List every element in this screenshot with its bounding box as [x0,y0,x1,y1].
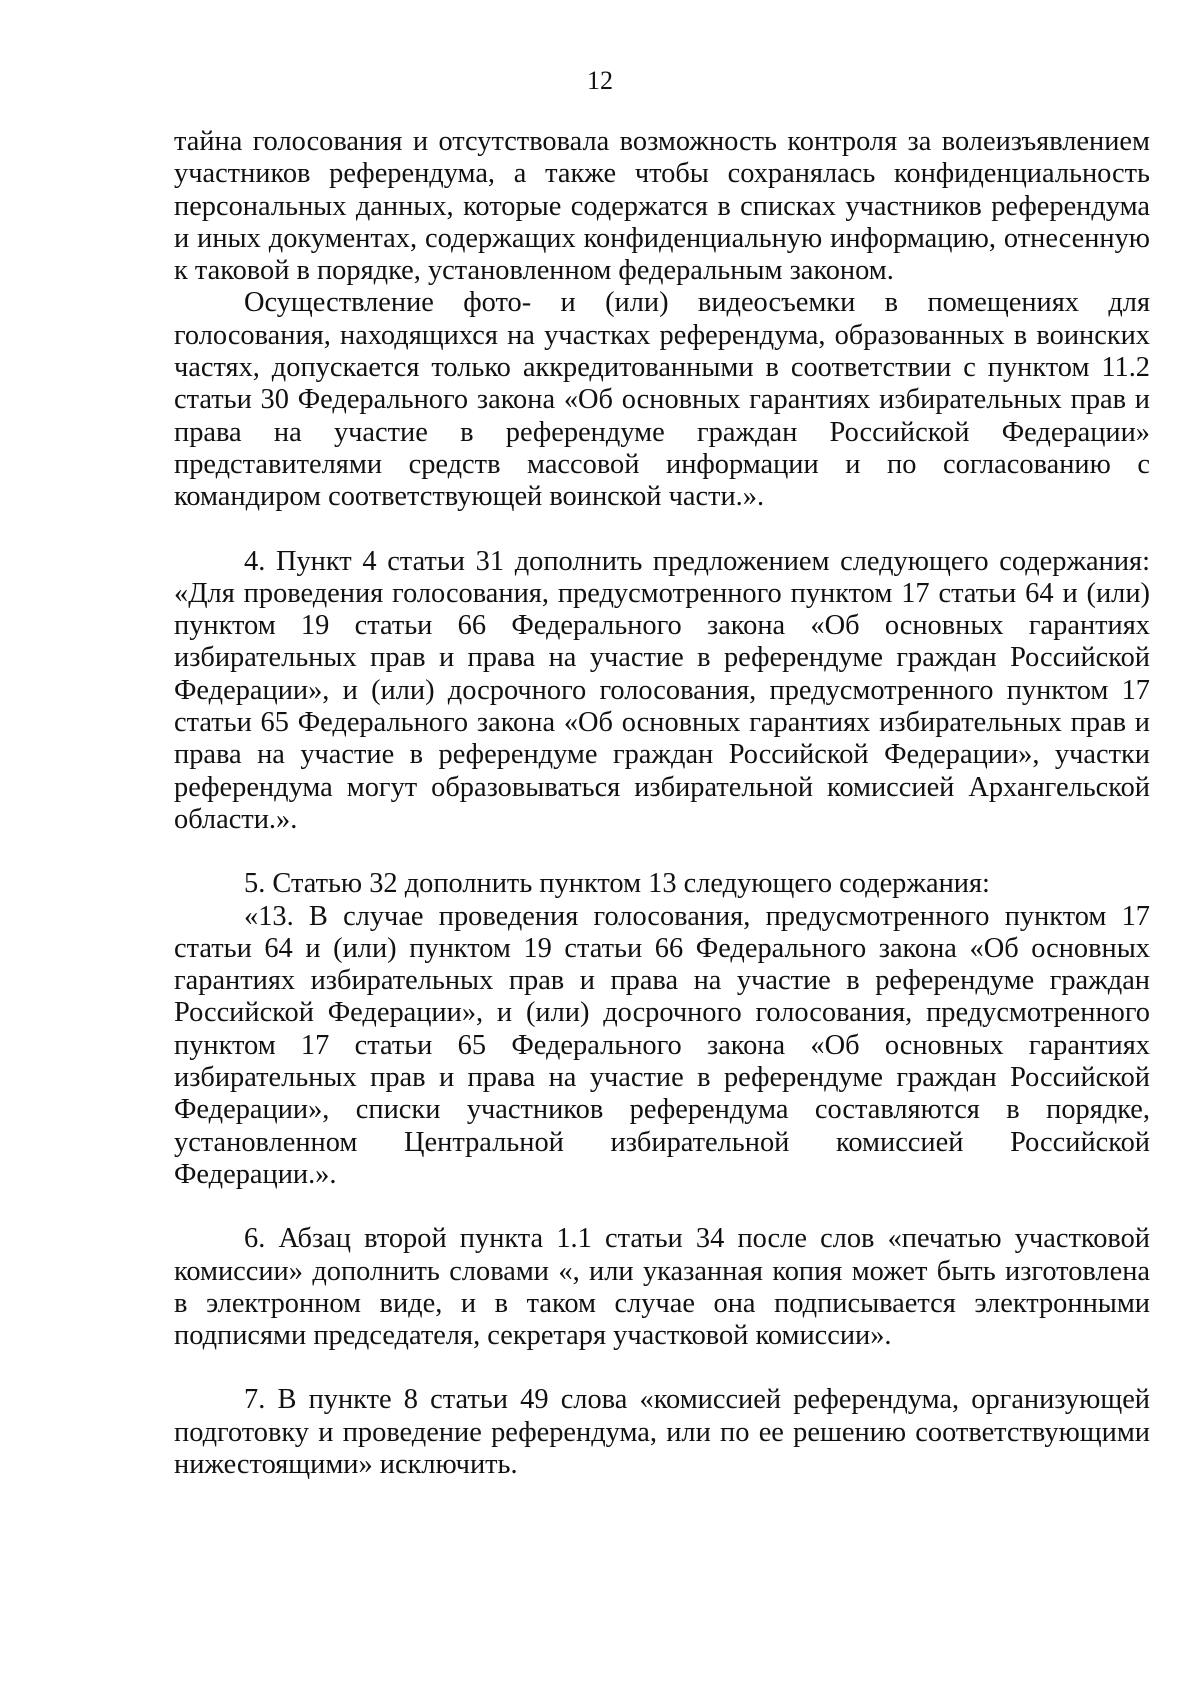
document-body [174,126,1150,1481]
paragraph-item-6: 6. Абзац второй пункта 1.1 статьи 34 после слов «печатью участковой комиссии» дополнить словами «, или указанная копия может быть изготовлена в электронном виде, и в таком случае она подписывается электронными подписями председателя, секретаря участковой комиссии». [174,1223,1150,1352]
paragraph-item-4: 4. Пункт 4 статьи 31 дополнить предложением следующего содержания: «Для проведения голосования, предусмотренного пунктом 17 статьи 64 и (или) пунктом 19 статьи 66 Федерального закона «Об основных гарантиях избирательных прав и права на участие в референдуме граждан Российской Федерации», и (или) досрочного голосования, предусмотренного пунктом 17 статьи 65 Федерального закона «Об основных гарантиях избирательных прав и права на участие в референдуме граждан Российской Федерации», участки референдума могут образовываться избирательной комиссией Архангельской области.». [174,545,1150,835]
paragraph-continuation: тайна голосования и отсутствовала возможность контроля за волеизъявлением участников референдума, а также чтобы сохранялась конфиденциальность персональных данных, которые содержатся в списках участников референдума и иных документах, содержащих конфиденциальную информацию, отнесенную к таковой в порядке, установленном федеральным законом. [174,126,1150,287]
paragraph-item-5-text: «13. В случае проведения голосования, предусмотренного пунктом 17 статьи 64 и (или) пунктом 19 статьи 66 Федерального закона «Об основных гарантиях избирательных прав и права на участие в референдуме граждан Российской Федерации», и (или) досрочного голосования, предусмотренного пунктом 17 статьи 65 Федерального закона «Об основных гарантиях избирательных прав и права на участие в референдуме граждан Российской Федерации», списки участников референдума составляются в порядке, установленном Центральной избирательной комиссией Российской Федерации.». [174,900,1150,1190]
paragraph-item-7: 7. В пункте 8 статьи 49 слова «комиссией референдума, организующей подготовку и проведение референдума, или по ее решению соответствующими нижестоящими» исключить. [174,1384,1150,1480]
paragraph-item-5-intro: 5. Статью 32 дополнить пунктом 13 следующего содержания: [244,868,990,900]
page-number: 12 [587,66,613,95]
paragraph-photo-video: Осуществление фото- и (или) видеосъемки в помещениях для голосования, находящихся на участках референдума, образованных в воинских частях, допускается только аккредитованными в соответствии с пунктом 11.2 статьи 30 Федерального закона «Об основных гарантиях избирательных прав и права на участие в референдуме граждан Российской Федерации» представителями средств массовой информации и по согласованию с командиром соответствующей воинской части.». [174,287,1150,513]
